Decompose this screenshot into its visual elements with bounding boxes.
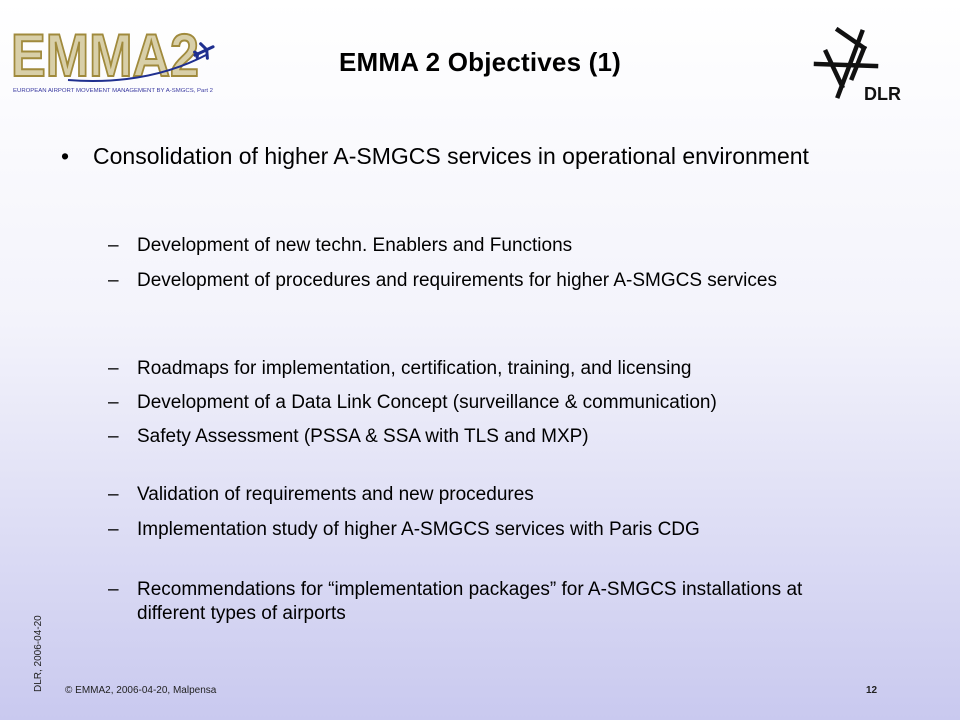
dash-marker: – bbox=[108, 519, 119, 540]
emma2-tagline: EUROPEAN AIRPORT MOVEMENT MANAGEMENT BY A-SMGCS, Part 2 bbox=[13, 88, 213, 94]
sub-bullet bbox=[108, 578, 868, 626]
sub-bullet bbox=[108, 483, 868, 507]
dash-marker: – bbox=[108, 392, 119, 413]
dash-marker: – bbox=[108, 358, 119, 379]
sub-bullet-text: Recommendations for “implementation packages” for A-SMGCS installations at different types of airports bbox=[137, 579, 803, 624]
sub-bullet bbox=[108, 234, 868, 258]
sub-bullet-text: Development of a Data Link Concept (surveillance & communication) bbox=[137, 392, 717, 413]
main-bullet-text: Consolidation of higher A-SMGCS services in operational environment bbox=[93, 143, 809, 169]
bullet-marker: • bbox=[61, 143, 70, 169]
sub-bullet bbox=[108, 391, 868, 415]
sub-bullet-text: Safety Assessment (PSSA & SSA with TLS and MXP) bbox=[137, 426, 589, 447]
slide-title: EMMA 2 Objectives (1) bbox=[338, 47, 622, 77]
sub-bullet-text: Implementation study of higher A-SMGCS services with Paris CDG bbox=[137, 519, 700, 540]
sub-bullet bbox=[108, 357, 868, 381]
footer-copyright: © EMMA2, 2006-04-20, Malpensa bbox=[65, 685, 217, 696]
sub-bullet bbox=[108, 269, 868, 293]
main-bullet bbox=[63, 142, 843, 171]
page-number: 12 bbox=[866, 685, 878, 696]
dash-marker: – bbox=[108, 235, 119, 256]
sub-bullet-text: Development of new techn. Enablers and Functions bbox=[137, 235, 573, 256]
sub-bullet-text: Development of procedures and requirements for higher A-SMGCS services bbox=[137, 270, 777, 291]
emma2-logo-text: EMMA2 bbox=[11, 22, 199, 89]
dlr-logo-text: DLR bbox=[864, 84, 901, 104]
dash-marker: – bbox=[108, 484, 119, 505]
dash-marker: – bbox=[108, 426, 119, 447]
dash-marker: – bbox=[108, 270, 119, 291]
sub-bullet bbox=[108, 518, 868, 542]
sub-bullet-text: Roadmaps for implementation, certification, training, and licensing bbox=[137, 358, 692, 379]
sub-bullet bbox=[108, 425, 868, 449]
side-date: DLR, 2006-04-20 bbox=[33, 615, 44, 692]
sub-bullet-text: Validation of requirements and new procedures bbox=[137, 484, 534, 505]
dash-marker: – bbox=[108, 579, 119, 600]
